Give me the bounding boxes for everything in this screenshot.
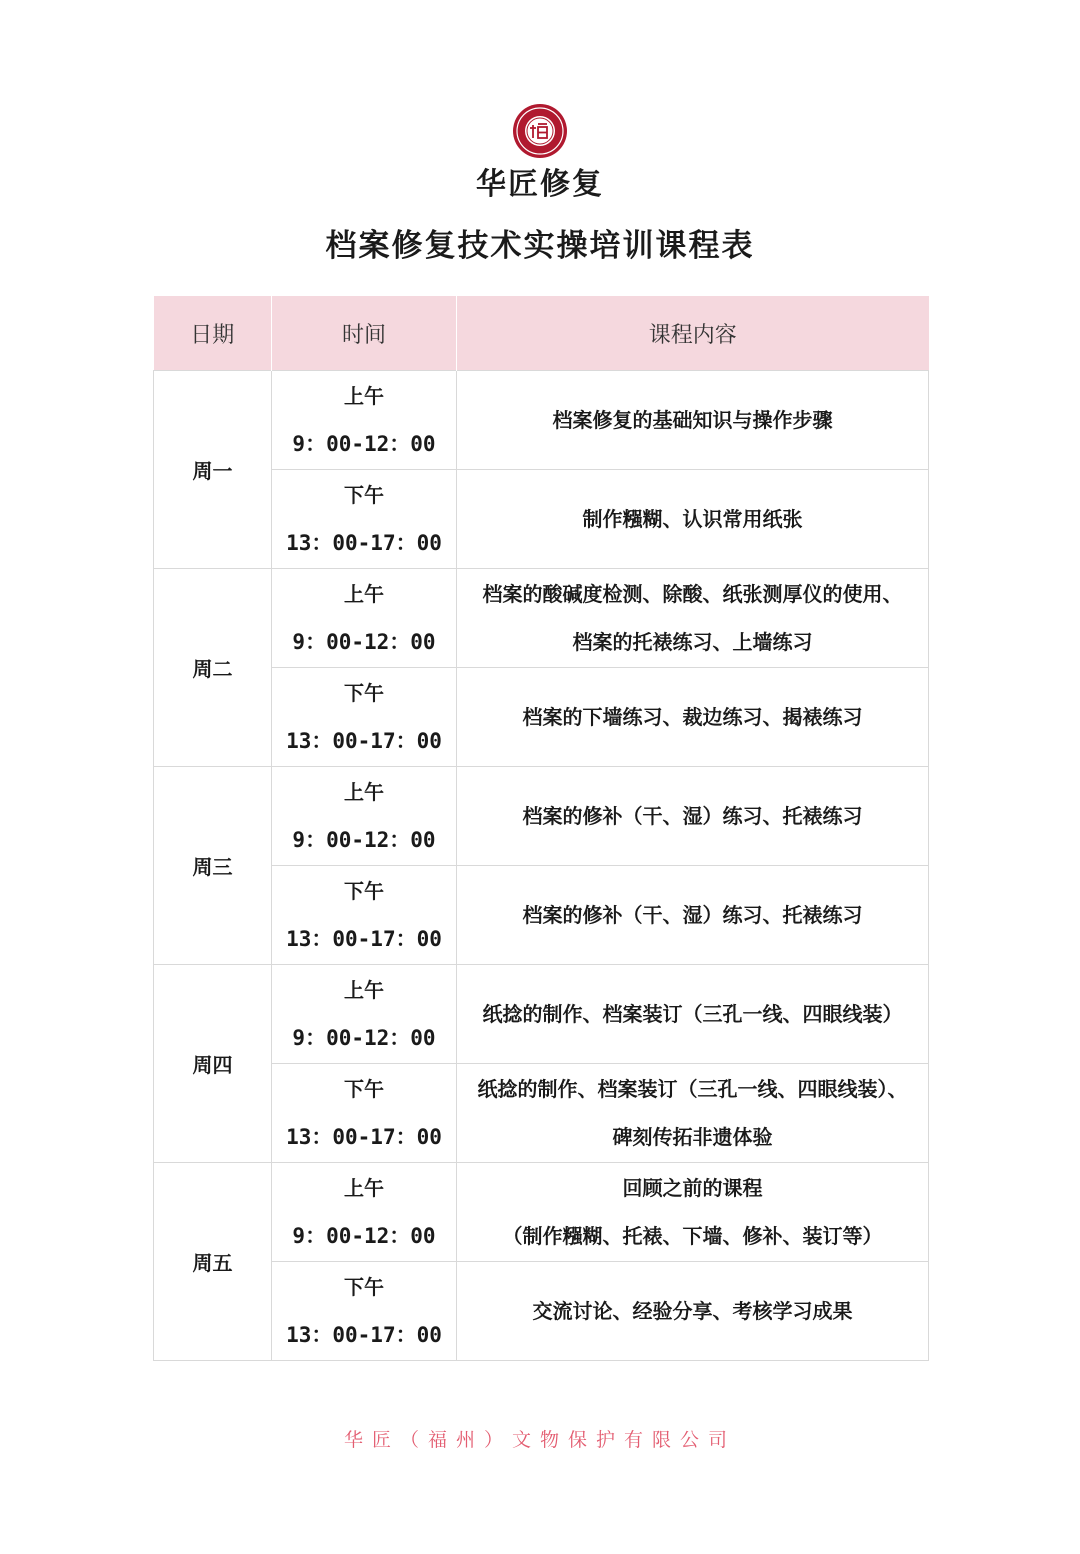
period-label: 上午 xyxy=(344,780,384,804)
period-label: 上午 xyxy=(344,384,384,408)
table-row xyxy=(154,1163,929,1262)
course-cell xyxy=(457,470,929,569)
table-header-row xyxy=(154,296,929,371)
time-cell xyxy=(272,767,457,866)
company-footer: 华匠（福州）文物保护有限公司 xyxy=(343,1429,736,1451)
time-range: 13：00-17：00 xyxy=(286,1125,442,1149)
course-text: 交流讨论、经验分享、考核学习成果 xyxy=(532,1299,853,1323)
time-cell xyxy=(272,1163,457,1262)
course-cell xyxy=(457,668,929,767)
period-label: 上午 xyxy=(344,978,384,1002)
course-cell xyxy=(457,1262,929,1361)
course-cell xyxy=(457,965,929,1064)
course-text: 档案的修补（干、湿）练习、托裱练习 xyxy=(522,903,863,927)
column-header-date: 日期 xyxy=(154,296,272,371)
course-text: 档案的托裱练习、上墙练习 xyxy=(572,630,813,654)
period-label: 下午 xyxy=(344,483,384,507)
course-text: 制作糨糊、认识常用纸张 xyxy=(582,507,803,531)
course-text: 档案的酸碱度检测、除酸、纸张测厚仪的使用、 xyxy=(482,582,903,606)
time-range: 9：00-12：00 xyxy=(292,828,436,852)
time-range: 13：00-17：00 xyxy=(286,531,442,555)
course-text: 档案修复的基础知识与操作步骤 xyxy=(552,408,833,432)
table-row xyxy=(154,569,929,668)
course-cell xyxy=(457,866,929,965)
time-cell xyxy=(272,1064,457,1163)
time-cell xyxy=(272,569,457,668)
time-range: 9：00-12：00 xyxy=(292,432,436,456)
time-cell xyxy=(272,866,457,965)
archive-seal-logo xyxy=(512,103,568,159)
course-text: 碑刻传拓非遗体验 xyxy=(612,1125,773,1149)
time-range: 9：00-12：00 xyxy=(292,1224,436,1248)
period-label: 下午 xyxy=(344,1077,384,1101)
course-cell xyxy=(457,569,929,668)
page-title: 档案修复技术实操培训课程表 xyxy=(325,228,755,264)
course-text: 档案的修补（干、湿）练习、托裱练习 xyxy=(522,804,863,828)
time-range: 13：00-17：00 xyxy=(286,927,442,951)
course-text: 纸捻的制作、档案装订（三孔一线、四眼线装）、 xyxy=(477,1077,908,1101)
column-header-course: 课程内容 xyxy=(457,296,929,371)
course-text: （制作糨糊、托裱、下墙、修补、装订等） xyxy=(502,1224,883,1248)
time-range: 9：00-12：00 xyxy=(292,630,436,654)
course-cell xyxy=(457,371,929,470)
time-range: 9：00-12：00 xyxy=(292,1026,436,1050)
time-cell xyxy=(272,668,457,767)
brand-name: 华匠修复 xyxy=(476,167,604,202)
time-cell xyxy=(272,371,457,470)
column-header-time: 时间 xyxy=(272,296,457,371)
day-cell: 周二 xyxy=(154,569,272,767)
period-label: 下午 xyxy=(344,879,384,903)
day-cell: 周四 xyxy=(154,965,272,1163)
course-schedule-table xyxy=(153,296,929,1361)
period-label: 下午 xyxy=(344,1275,384,1299)
table-row xyxy=(154,965,929,1064)
period-label: 下午 xyxy=(344,681,384,705)
time-range: 13：00-17：00 xyxy=(286,1323,442,1347)
period-label: 上午 xyxy=(344,582,384,606)
time-cell xyxy=(272,965,457,1064)
day-cell: 周三 xyxy=(154,767,272,965)
time-range: 13：00-17：00 xyxy=(286,729,442,753)
time-cell xyxy=(272,470,457,569)
time-cell xyxy=(272,1262,457,1361)
day-cell: 周一 xyxy=(154,371,272,569)
course-cell xyxy=(457,767,929,866)
course-cell xyxy=(457,1163,929,1262)
course-text: 档案的下墙练习、裁边练习、揭裱练习 xyxy=(522,705,863,729)
course-text: 纸捻的制作、档案装订（三孔一线、四眼线装） xyxy=(482,1002,903,1026)
course-cell xyxy=(457,1064,929,1163)
table-row xyxy=(154,371,929,470)
period-label: 上午 xyxy=(344,1176,384,1200)
course-text: 回顾之前的课程 xyxy=(622,1176,763,1200)
table-row xyxy=(154,767,929,866)
day-cell: 周五 xyxy=(154,1163,272,1361)
